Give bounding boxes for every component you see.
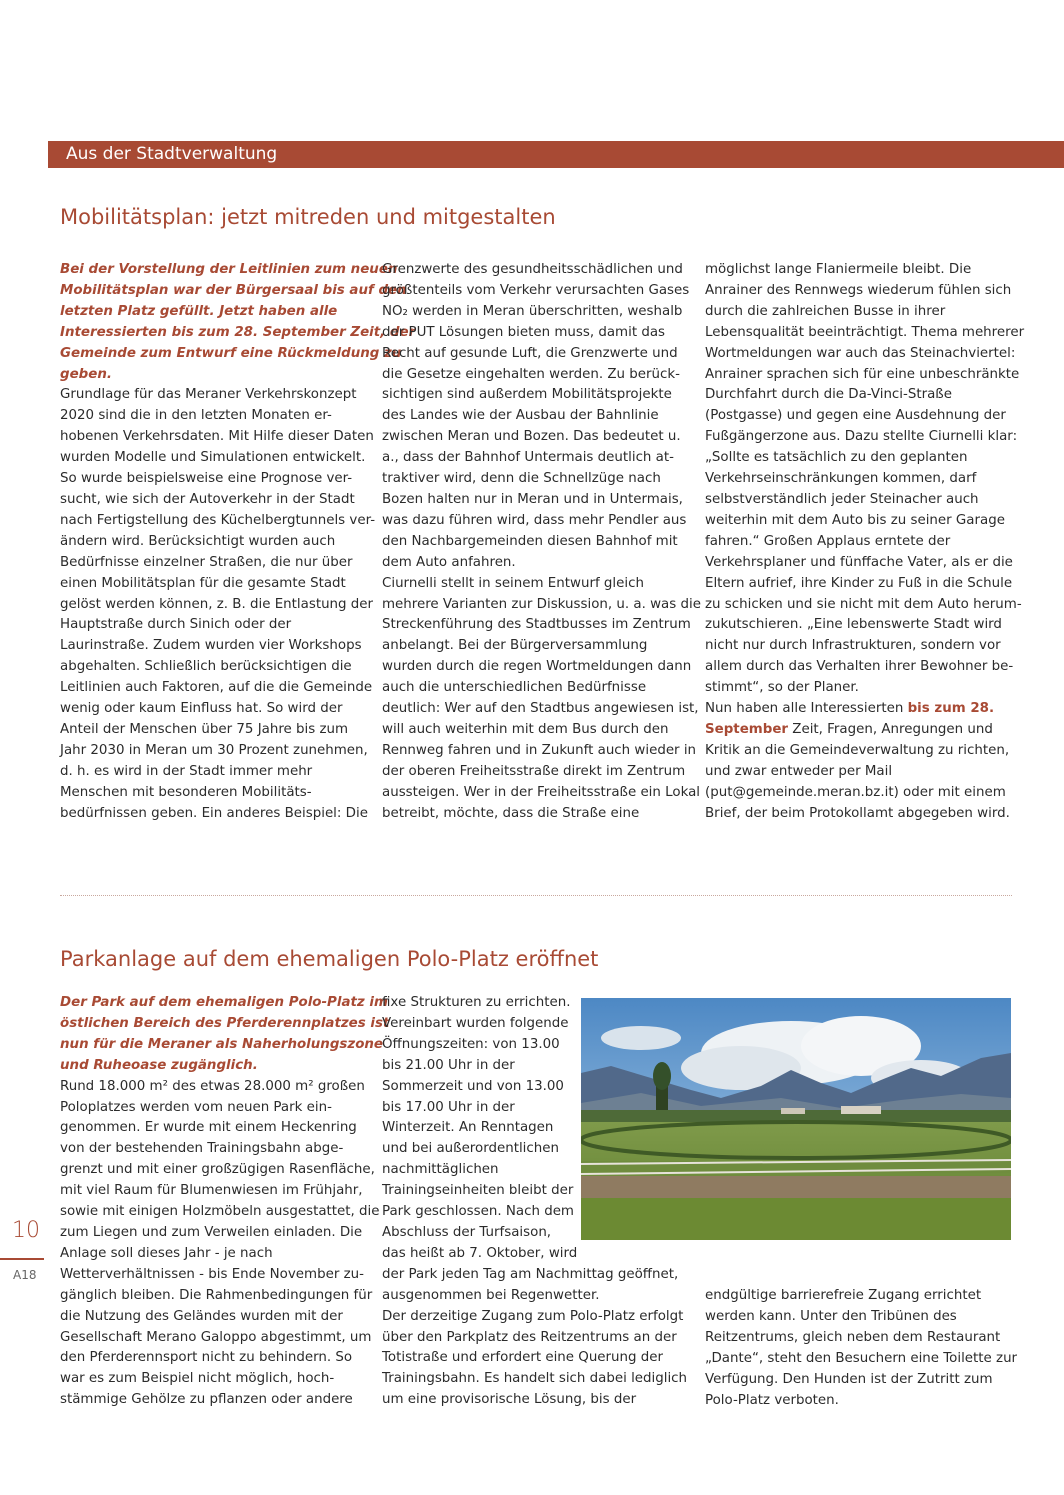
text-line	[705, 574, 1015, 595]
text-line	[382, 1328, 692, 1349]
text-run: will auch weiterhin mit dem Bus durch den	[382, 721, 669, 737]
text-run: wurden Modelle und Simulationen entwickelt.	[60, 450, 366, 466]
text-line	[60, 385, 365, 406]
text-run: zukutschieren. „Eine lebenswerte Stadt wird	[705, 617, 1002, 633]
text-line	[60, 511, 376, 532]
text-run: um eine provisorische Lösung, bis der	[382, 1392, 637, 1408]
text-run: fahren.“ Großen Applaus erntete der	[705, 533, 951, 549]
text-run: Verfügung. Den Hunden ist der Zutritt zum	[705, 1371, 993, 1387]
text-line	[60, 762, 365, 783]
text-run: Anrainer des Rennwegs wiederum fühlen sich	[705, 282, 1012, 298]
text-run: stimmt“, so der Planer.	[705, 680, 859, 696]
text-line	[705, 1370, 1015, 1391]
landscape-image	[581, 998, 1011, 1240]
text-run: Grundlage für das Meraner Verkehrskonzept	[60, 387, 357, 403]
text-line	[60, 741, 368, 762]
text-line	[60, 993, 388, 1014]
text-line	[60, 1160, 375, 1181]
text-line	[60, 490, 365, 511]
text-line	[60, 553, 365, 574]
text-line	[705, 511, 1015, 532]
text-line	[382, 323, 692, 344]
text-line	[382, 1369, 692, 1390]
text-run: sucht, wie sich der Autoverkehr in der Stadt	[60, 491, 355, 507]
text-run: Verkehrseinschränkungen kommen, darf	[705, 471, 977, 487]
text-run: a., dass der Bahnhof Untermais deutlich at-	[382, 450, 674, 466]
text-line	[60, 574, 365, 595]
text-line	[60, 323, 416, 344]
text-line	[705, 469, 1015, 490]
text-line	[60, 1244, 365, 1265]
text-run: war es zum Beispiel nicht möglich, hoch-	[60, 1371, 335, 1387]
text-run: nun für die Meraner als Naherholungszone	[60, 1036, 384, 1052]
text-run: genommen. Er wurde mit einem Heckenring	[60, 1120, 357, 1136]
text-run: (put@gemeinde.meran.bz.it) oder mit einem	[705, 784, 1006, 800]
text-run: dem Auto anfahren.	[382, 554, 516, 570]
text-run: Nun haben alle Interessierten	[705, 701, 908, 717]
text-line	[60, 281, 407, 302]
text-line	[60, 1035, 384, 1056]
text-line	[705, 657, 1015, 678]
text-line	[705, 699, 1015, 720]
text-run: NO₂ werden in Meran überschritten, weshalb	[382, 303, 683, 319]
text-line	[382, 385, 692, 406]
text-line	[382, 1244, 692, 1265]
text-run: Gemeinde zum Entwurf eine Rückmeldung zu	[60, 345, 402, 361]
text-run: Reitzentrums, gleich neben dem Restaurant	[705, 1329, 1001, 1345]
text-run: Leitlinien auch Faktoren, auf die die Gemeinde	[60, 680, 373, 696]
text-line	[60, 1307, 365, 1328]
text-line	[705, 344, 1015, 365]
text-line	[382, 532, 692, 553]
text-line	[382, 595, 701, 616]
text-run: weiterhin mit dem Auto bis zu seiner Garage	[705, 512, 1005, 528]
text-line	[382, 448, 692, 469]
text-run: Zeit, Fragen, Anregungen und	[788, 721, 993, 737]
text-line	[705, 1349, 1018, 1370]
text-run: Wetterverhältnissen - bis Ende November zu-	[60, 1266, 364, 1282]
text-line	[60, 1181, 365, 1202]
text-run: geben.	[60, 366, 112, 382]
page-number: 10	[12, 1218, 40, 1243]
text-line	[382, 636, 692, 657]
text-run: deutlich: Wer auf den Stadtbus angewiesen ist,	[382, 701, 699, 717]
text-line	[705, 783, 1015, 804]
text-line	[705, 553, 1015, 574]
text-run: Rund 18.000 m² des etwas 28.000 m² großen	[60, 1078, 365, 1094]
text-run: fixe Strukturen zu errichten.	[382, 995, 571, 1010]
text-line	[60, 365, 365, 386]
text-run: 2020 sind die in den letzten Monaten er-	[60, 408, 332, 424]
text-run: Park geschlossen. Nach dem	[382, 1204, 574, 1220]
text-run: „Dante“, steht den Besuchern eine Toilette zur	[705, 1350, 1018, 1366]
highlight-text: September	[705, 721, 789, 737]
text-line	[382, 615, 692, 636]
article1-column-3	[705, 260, 1025, 824]
text-line	[60, 1056, 365, 1077]
text-run: selbstverständlich jeder Steinacher auch	[705, 491, 979, 507]
text-run: ausgenommen bei Regenwetter.	[382, 1287, 600, 1303]
text-run: Rennweg fahren und in Zukunft auch wieder in	[382, 742, 697, 758]
text-line	[60, 469, 365, 490]
text-run: hobenen Verkehrsdaten. Mit Hilfe dieser Daten	[60, 429, 374, 445]
text-run: der oberen Freiheitsstraße direkt im Zentrum	[382, 763, 686, 779]
text-line	[60, 615, 365, 636]
text-line	[705, 406, 1015, 427]
article2-title: Parkanlage auf dem ehemaligen Polo-Platz eröffnet	[60, 947, 599, 971]
text-run: Mobilitätsplan war der Bürgersaal bis auf den	[60, 282, 407, 298]
text-run: und zwar entweder per Mail	[705, 763, 893, 779]
text-run: Öffnungszeiten: von 13.00	[382, 1036, 560, 1052]
text-run: mit viel Raum für Blumenwiesen im Frühjahr,	[60, 1183, 363, 1199]
text-run: gelöst werden können, z. B. die Entlastung der	[60, 596, 374, 612]
text-line	[60, 1348, 365, 1369]
text-run: Jahr 2030 in Meran um 30 Prozent zunehmen,	[60, 742, 368, 758]
text-line	[382, 260, 692, 281]
text-line	[60, 406, 365, 427]
text-line	[382, 406, 692, 427]
text-line	[705, 260, 1015, 281]
text-line	[705, 1328, 1015, 1349]
text-line	[382, 1348, 692, 1369]
text-run: die Nutzung des Geländes wurden mit der	[60, 1308, 343, 1324]
text-line	[705, 804, 1015, 825]
text-line	[60, 1223, 365, 1244]
text-line	[382, 365, 692, 386]
text-run: Streckenführung des Stadtbusses im Zentrum	[382, 617, 691, 633]
text-line	[705, 427, 1018, 448]
text-run: Trainingsbahn. Es handelt sich dabei lediglich	[382, 1371, 688, 1387]
text-run: So wurde beispielsweise eine Prognose ver-	[60, 471, 353, 487]
text-run: zum Liegen und zum Verweilen einladen. Die	[60, 1224, 363, 1240]
text-line	[60, 427, 374, 448]
text-run: Der Park auf dem ehemaligen Polo-Platz im	[60, 995, 388, 1010]
text-run: über den Parkplatz des Reitzentrums an der	[382, 1329, 677, 1345]
text-run: Poloplatzes werden vom neuen Park ein-	[60, 1099, 332, 1115]
text-line	[382, 490, 692, 511]
text-run: Anrainer sprachen sich für eine unbeschränkte	[705, 366, 1020, 382]
text-line	[705, 323, 1025, 344]
text-line	[382, 1265, 692, 1286]
text-line	[60, 1328, 372, 1349]
text-line	[705, 636, 1015, 657]
text-line	[382, 553, 692, 574]
text-line	[382, 511, 692, 532]
text-run: anbelangt. Bei der Bürgerversammlung	[382, 638, 648, 654]
page-code: A18	[13, 1268, 37, 1282]
text-run: den Pferderennsport nicht zu behindern. So	[60, 1350, 353, 1366]
text-run: Sommerzeit und von 13.00	[382, 1078, 564, 1094]
text-line	[705, 532, 1015, 553]
text-run: wurden durch die regen Wortmeldungen dann	[382, 659, 692, 675]
text-run: Polo-Platz verboten.	[705, 1392, 839, 1408]
text-run: und Ruheoase zugänglich.	[60, 1057, 258, 1073]
text-run: der Park jeden Tag am Nachmittag geöffnet,	[382, 1266, 679, 1282]
text-run: Bedürfnisse einzelner Straßen, die nur über	[60, 554, 353, 570]
text-line	[382, 762, 692, 783]
text-run: Anteil der Menschen über 75 Jahre bis zum	[60, 721, 349, 737]
section-band-label: Aus der Stadtverwaltung	[66, 144, 278, 164]
text-line	[705, 490, 1015, 511]
text-line	[382, 783, 701, 804]
text-line	[382, 678, 692, 699]
text-line	[705, 762, 1015, 783]
text-run: nach Fertigstellung des Küchelbergtunnels ver-	[60, 512, 376, 528]
text-run: letzten Platz gefüllt. Jetzt haben alle	[60, 303, 338, 319]
section-band	[48, 141, 1064, 168]
text-line	[60, 657, 365, 678]
article2-column-3	[705, 1286, 1018, 1411]
text-run: östlichen Bereich des Pferderennplatzes ist	[60, 1015, 390, 1031]
text-line	[382, 741, 697, 762]
text-run: der PUT Lösungen bieten muss, damit das	[382, 324, 666, 340]
text-run: Kritik an die Gemeindeverwaltung zu richten,	[705, 742, 1010, 758]
text-run: was dazu führen wird, dass mehr Pendler aus	[382, 512, 687, 528]
article2-column-1	[60, 993, 390, 1411]
text-run: Lebensqualität beeinträchtigt. Thema mehrerer	[705, 324, 1025, 340]
text-run: einen Mobilitätsplan für die gesamte Stadt	[60, 575, 346, 591]
text-line	[382, 1286, 692, 1307]
text-run: nachmittäglichen	[382, 1162, 499, 1178]
text-line	[60, 1369, 365, 1390]
text-line	[60, 1139, 365, 1160]
text-line	[60, 1286, 373, 1307]
text-run: Recht auf gesunde Luft, die Grenzwerte und	[382, 345, 678, 361]
text-run: Interessierten bis zum 28. September Zeit, der	[60, 324, 416, 340]
text-line	[60, 804, 368, 825]
text-run: Verkehrsplaner und fünffache Vater, als er die	[705, 554, 1013, 570]
text-line	[382, 574, 692, 595]
text-run: auch die unterschiedlichen Bedürfnisse	[382, 680, 647, 696]
text-run: Gesellschaft Merano Galoppo abgestimmt, um	[60, 1329, 372, 1345]
text-run: die Gesetze eingehalten werden. Zu berück-	[382, 366, 680, 382]
text-run: allem durch das Verhalten ihrer Bewohner be-	[705, 659, 1014, 675]
section-divider	[60, 895, 1012, 896]
text-line	[382, 281, 692, 302]
text-line	[60, 699, 365, 720]
text-run: abgehalten. Schließlich berücksichtigen die	[60, 659, 352, 675]
text-run: Brief, der beim Protokollamt abgegeben wird.	[705, 805, 1010, 821]
text-line	[705, 385, 1015, 406]
text-run: bedürfnissen geben. Ein anderes Beispiel: Die	[60, 805, 368, 821]
polo-park-photo	[581, 998, 1011, 1240]
text-run: möglichst lange Flaniermeile bleibt. Die	[705, 262, 972, 277]
text-line	[705, 1286, 1015, 1307]
text-line	[60, 720, 365, 741]
text-run: „Sollte es tatsächlich zu den geplanten	[705, 450, 968, 466]
text-run: nicht nur durch Infrastrukturen, sondern vor	[705, 638, 1001, 654]
text-line	[382, 427, 692, 448]
text-run: von der bestehenden Trainingsbahn abge-	[60, 1141, 344, 1157]
text-line	[705, 741, 1015, 762]
text-run: Durchfahrt durch die Da-Vinci-Straße	[705, 387, 952, 403]
text-run: zwischen Meran und Bozen. Das bedeutet u.	[382, 429, 681, 445]
text-run: Eltern aufrief, ihre Kinder zu Fuß in die Schule	[705, 575, 1013, 591]
text-run: Hauptstraße durch Sinich oder der	[60, 617, 292, 633]
text-run: bis 17.00 Uhr in der	[382, 1099, 515, 1115]
text-line	[60, 344, 402, 365]
text-run: wenig oder kaum Einfluss hat. So wird der	[60, 701, 343, 717]
text-line	[382, 1390, 692, 1411]
text-line	[60, 678, 373, 699]
text-line	[705, 448, 1015, 469]
text-line	[705, 1391, 1015, 1412]
text-line	[60, 1390, 365, 1411]
text-line	[60, 1202, 380, 1223]
text-line	[382, 657, 692, 678]
article1-column-2	[382, 260, 701, 824]
text-line	[382, 699, 699, 720]
text-line	[705, 720, 1015, 741]
text-line	[382, 344, 692, 365]
text-run: aussteigen. Wer in der Freiheitsstraße ein Lokal	[382, 784, 701, 800]
text-run: d. h. es wird in der Stadt immer mehr	[60, 763, 313, 779]
text-line	[705, 302, 1015, 323]
text-run: durch die zahlreichen Busse in ihrer	[705, 303, 946, 319]
article1-title: Mobilitätsplan: jetzt mitreden und mitgestalten	[60, 205, 556, 229]
text-line	[382, 469, 692, 490]
highlight-text: bis zum 28.	[907, 701, 995, 717]
text-run: Der derzeitige Zugang zum Polo-Platz erfolgt	[382, 1308, 684, 1324]
text-run: Anlage soll dieses Jahr - je nach	[60, 1245, 273, 1261]
text-line	[705, 615, 1015, 636]
text-line	[60, 595, 374, 616]
text-run: endgültige barrierefreie Zugang errichtet	[705, 1288, 982, 1303]
text-run: den Nachbargemeinden diesen Bahnhof mit	[382, 533, 678, 549]
text-line	[60, 1118, 365, 1139]
text-run: Trainingseinheiten bleibt der	[382, 1183, 574, 1199]
text-line	[60, 783, 365, 804]
text-run: das heißt ab 7. Oktober, wird	[382, 1245, 578, 1261]
text-line	[60, 1014, 390, 1035]
text-run: und bei außerordentlichen	[382, 1141, 559, 1157]
text-line	[705, 595, 1022, 616]
text-run: stämmige Gehölze zu pflanzen oder andere	[60, 1392, 353, 1408]
text-run: Abschluss der Turfsaison,	[382, 1224, 552, 1240]
text-line	[382, 302, 692, 323]
text-run: sowie mit einigen Holzmöbeln ausgestattet, die	[60, 1204, 380, 1220]
text-run: Fußgängerzone aus. Dazu stellte Ciurnelli klar:	[705, 429, 1018, 445]
article1-column-1	[60, 260, 416, 824]
text-line	[705, 1307, 1015, 1328]
text-line	[382, 1307, 692, 1328]
text-line	[60, 1098, 365, 1119]
text-run: (Postgasse) und gegen eine Ausdehnung der	[705, 408, 1006, 424]
text-line	[60, 636, 365, 657]
text-run: mehrere Varianten zur Diskussion, u. a. was die	[382, 596, 701, 612]
text-line	[382, 804, 692, 825]
text-line	[60, 1077, 365, 1098]
text-line	[60, 448, 365, 469]
text-line	[705, 678, 1015, 699]
text-line	[60, 260, 398, 281]
text-line	[60, 302, 365, 323]
text-run: Bozen halten nur in Meran und in Untermais,	[382, 491, 683, 507]
text-run: traktiver wird, denn die Schnellzüge nach	[382, 471, 661, 487]
text-line	[382, 720, 692, 741]
text-run: Laurinstraße. Zudem wurden vier Workshops	[60, 638, 362, 654]
page-number-rule	[0, 1258, 44, 1260]
text-run: des Landes wie der Ausbau der Bahnlinie	[382, 408, 659, 424]
text-line	[705, 365, 1020, 386]
text-run: Totistraße und erfordert eine Querung der	[382, 1350, 664, 1366]
text-run: Menschen mit besonderen Mobilitäts-	[60, 784, 312, 800]
text-run: bis 21.00 Uhr in der	[382, 1057, 515, 1073]
text-run: werden kann. Unter den Tribünen des	[705, 1308, 957, 1324]
text-run: zu schicken und sie nicht mit dem Auto herum-	[705, 596, 1022, 612]
text-run: betreibt, möchte, dass die Straße eine	[382, 805, 640, 821]
text-run: Winterzeit. An Renntagen	[382, 1120, 554, 1136]
text-run: Grenzwerte des gesundheitsschädlichen und	[382, 262, 683, 277]
text-run: grenzt und mit einer großzügigen Rasenfläche,	[60, 1162, 375, 1178]
text-run: sichtigen sind außerdem Mobilitätsprojekte	[382, 387, 672, 403]
text-run: gänglich bleiben. Die Rahmenbedingungen für	[60, 1287, 373, 1303]
text-line	[60, 1265, 365, 1286]
text-line	[60, 532, 365, 553]
text-run: Bei der Vorstellung der Leitlinien zum neuen	[60, 262, 398, 277]
text-run: Vereinbart wurden folgende	[382, 1015, 569, 1031]
text-run: größtenteils vom Verkehr verursachten Gases	[382, 282, 690, 298]
text-run: Wortmeldungen war auch das Steinachviertel:	[705, 345, 1016, 361]
text-run: Ciurnelli stellt in seinem Entwurf gleich	[382, 575, 644, 591]
text-line	[705, 281, 1015, 302]
text-run: ändern wird. Berücksichtigt wurden auch	[60, 533, 336, 549]
